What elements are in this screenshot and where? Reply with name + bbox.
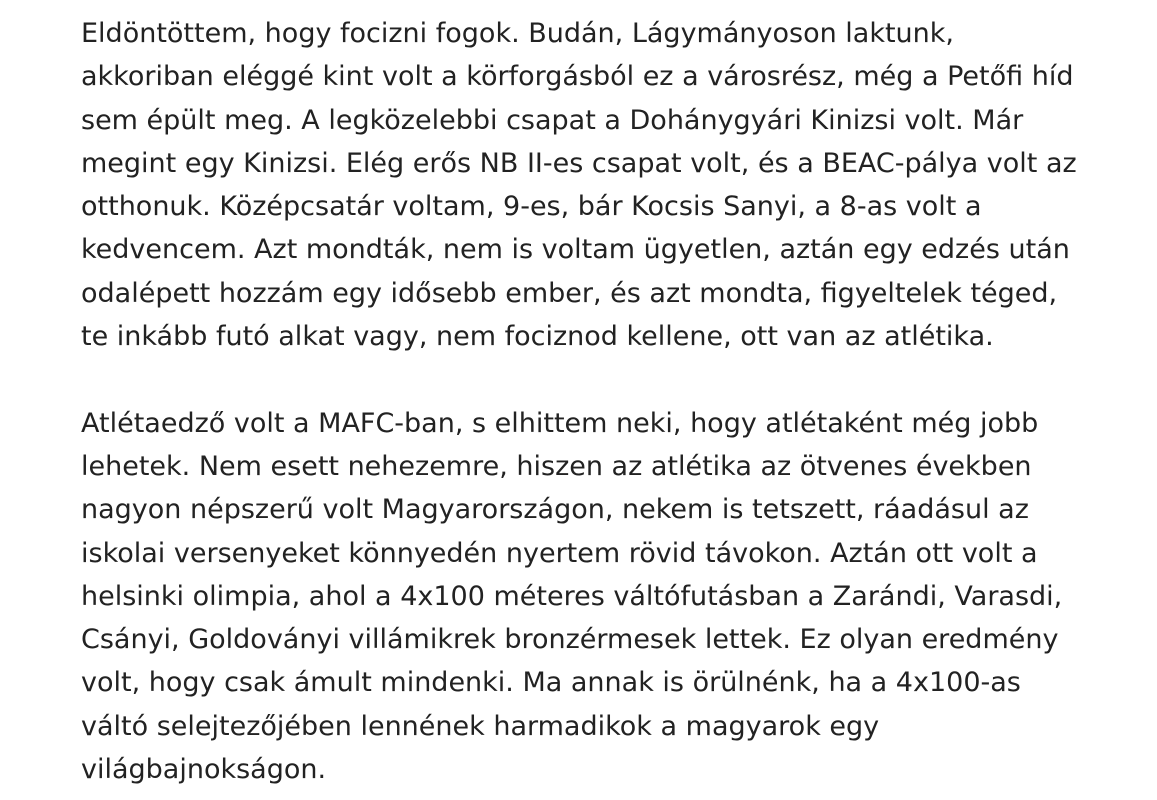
paragraph [81, 12, 1111, 358]
article-body [81, 12, 1111, 791]
text-line: volt, hogy csak ámult mindenki. Ma annak is örülnénk, ha a 4x100-as [81, 667, 1021, 699]
paragraph [81, 402, 1111, 792]
text-line: otthonuk. Középcsatár voltam, 9-es, bár Kocsis Sanyi, a 8-as volt a [81, 191, 982, 223]
text-line: kedvencem. Azt mondták, nem is voltam ügyetlen, aztán egy edzés után [81, 234, 1070, 266]
text-line: sem épült meg. A legközelebbi csapat a Dohánygyári Kinizsi volt. Már [81, 104, 1024, 136]
text-line: helsinki olimpia, ahol a 4x100 méteres váltófutásban a Zarándi, Varasdi, [81, 580, 1063, 612]
text-line: te inkább futó alkat vagy, nem fociznod kellene, ott van az atlétika. [81, 321, 994, 353]
text-line: Eldöntöttem, hogy focizni fogok. Budán, Lágymányoson laktunk, [81, 18, 954, 49]
text-line: váltó selejtezőjében lennének harmadikok a magyarok egy [81, 710, 880, 742]
text-line: nagyon népszerű volt Magyarországon, nekem is tetszett, ráadásul az [81, 494, 1029, 526]
text-line: Csányi, Goldoványi villámikrek bronzérmesek lettek. Ez olyan eredmény [81, 624, 1059, 656]
text-line: Atlétaedző volt a MAFC-ban, s elhittem neki, hogy atlétaként még jobb [81, 407, 1039, 439]
text-line: megint egy Kinizsi. Elég erős NB II-es csapat volt, és a BEAC-pálya volt az [81, 147, 1077, 179]
text-line: odalépett hozzám egy idősebb ember, és azt mondta, figyeltelek téged, [81, 277, 1058, 309]
text-line: lehetek. Nem esett nehezemre, hiszen az atlétika az ötvenes években [81, 450, 1032, 482]
text-line: iskolai versenyeket könnyedén nyertem rövid távokon. Aztán ott volt a [81, 537, 1038, 569]
text-line: világbajnokságon. [81, 754, 327, 786]
text-line: akkoriban eléggé kint volt a körforgásból ez a városrész, még a Petőfi híd [81, 61, 1074, 93]
